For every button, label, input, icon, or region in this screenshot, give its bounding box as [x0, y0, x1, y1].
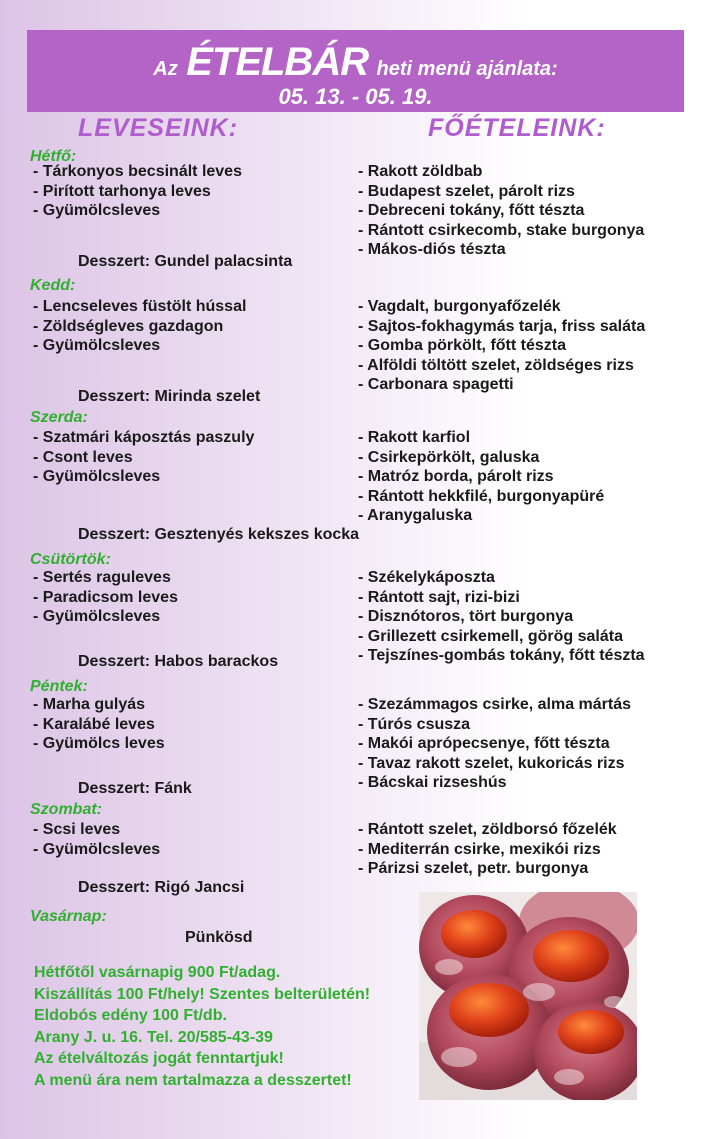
soup-item: - Lencseleves füstölt hússal: [33, 298, 247, 315]
soup-item: - Paradicsom leves: [33, 589, 178, 606]
soup-item: - Gyümölcsleves: [33, 841, 161, 858]
main-item: - Vagdalt, burgonyafőzelék: [358, 298, 561, 315]
soups-heading: LEVESEINK:: [78, 114, 239, 142]
main-item: - Sajtos-fokhagymás tarja, friss saláta: [358, 318, 646, 335]
soup-item: - Gyümölcsleves: [33, 202, 161, 219]
main-item: - Disznótoros, tört burgonya: [358, 608, 574, 625]
main-item: - Debreceni tokány, főtt tészta: [358, 202, 585, 219]
header-suffix: heti menü ajánlata:: [376, 58, 558, 80]
day-label-saturday: Szombat:: [30, 801, 102, 818]
soup-item: - Karalábé leves: [33, 716, 155, 733]
main-item: - Bácskai rizseshús: [358, 774, 507, 791]
main-item: - Tejszínes-gombás tokány, főtt tészta: [358, 647, 645, 664]
soup-item: - Szatmári káposztás paszuly: [33, 429, 255, 446]
soup-item: - Gyümölcs leves: [33, 735, 165, 752]
main-item: - Szezámmagos csirke, alma mártás: [358, 696, 632, 713]
soup-item: - Gyümölcsleves: [33, 337, 161, 354]
brand-name: ÉTELBÁR: [186, 40, 369, 84]
main-item: - Rántott hekkfilé, burgonyapüré: [358, 488, 605, 505]
soup-item: - Sertés raguleves: [33, 569, 171, 586]
main-item: - Mediterrán csirke, mexikói rizs: [358, 841, 601, 858]
soup-item: - Gyümölcsleves: [33, 608, 161, 625]
dessert-wednesday: Desszert: Gesztenyés kekszes kocka: [78, 526, 360, 543]
main-item: - Tavaz rakott szelet, kukoricás rizs: [358, 755, 625, 772]
day-label-wednesday: Szerda:: [30, 409, 88, 426]
day-label-sunday: Vasárnap:: [30, 908, 107, 925]
dessert-friday: Desszert: Fánk: [78, 780, 192, 797]
soup-item: - Gyümölcsleves: [33, 468, 161, 485]
soup-item: - Marha gulyás: [33, 696, 146, 713]
donut-photo: [419, 892, 637, 1100]
soup-item: - Tárkonyos becsinált leves: [33, 163, 242, 180]
mains-heading: FŐÉTELEINK:: [428, 114, 606, 142]
main-item: - Csirkepörkölt, galuska: [358, 449, 540, 466]
main-item: - Rántott szelet, zöldborsó főzelék: [358, 821, 617, 838]
main-item: - Gomba pörkölt, főtt tészta: [358, 337, 566, 354]
main-item: - Rakott zöldbab: [358, 163, 483, 180]
info-line-delivery: Kiszállítás 100 Ft/hely! Szentes belterületén!: [34, 985, 371, 1003]
main-item: - Matróz borda, párolt rizs: [358, 468, 554, 485]
main-item: - Budapest szelet, párolt rizs: [358, 183, 575, 200]
dessert-tuesday: Desszert: Mirinda szelet: [78, 388, 261, 405]
soup-item: - Scsi leves: [33, 821, 121, 838]
soup-item: - Csont leves: [33, 449, 133, 466]
day-label-monday: Hétfő:: [30, 148, 77, 165]
main-item: - Mákos-diós tészta: [358, 241, 506, 258]
main-item: - Carbonara spagetti: [358, 376, 514, 393]
main-item: - Székelykáposzta: [358, 569, 495, 586]
holiday-note: Pünkösd: [185, 929, 253, 946]
main-item: - Rakott karfiol: [358, 429, 471, 446]
info-line-address: Arany J. u. 16. Tel. 20/585-43-39: [34, 1028, 273, 1046]
header-banner: [27, 30, 684, 112]
main-item: - Rántott sajt, rizi-bizi: [358, 589, 520, 606]
main-item: - Rántott csirkecomb, stake burgonya: [358, 222, 645, 239]
main-item: - Túrós csusza: [358, 716, 471, 733]
main-item: - Alföldi töltött szelet, zöldséges rizs: [358, 357, 634, 374]
day-label-thursday: Csütörtök:: [30, 551, 111, 568]
soup-item: - Pirított tarhonya leves: [33, 183, 211, 200]
header-dates: 05. 13. - 05. 19.: [278, 84, 433, 109]
info-block: [34, 962, 370, 1091]
header-prefix: Az: [153, 58, 178, 80]
main-item: - Grillezett csirkemell, görög saláta: [358, 628, 623, 645]
dessert-monday: Desszert: Gundel palacsinta: [78, 253, 293, 270]
day-label-friday: Péntek:: [30, 678, 88, 695]
soup-item: - Zöldségleves gazdagon: [33, 318, 224, 335]
info-line-dessert-note: A menü ára nem tartalmazza a desszertet!: [34, 1071, 352, 1089]
main-item: - Párizsi szelet, petr. burgonya: [358, 860, 589, 877]
info-line-disclaimer: Az ételváltozás jogát fenntartjuk!: [34, 1050, 284, 1067]
dessert-thursday: Desszert: Habos barackos: [78, 653, 279, 670]
main-item: - Aranygaluska: [358, 507, 473, 524]
info-line-container: Eldobós edény 100 Ft/db.: [34, 1007, 227, 1024]
info-line-price: Hétfőtől vasárnapig 900 Ft/adag.: [34, 964, 281, 981]
main-item: - Makói aprópecsenye, főtt tészta: [358, 735, 610, 752]
day-label-tuesday: Kedd:: [30, 277, 76, 294]
header-title: [27, 40, 684, 85]
dessert-saturday: Desszert: Rigó Jancsi: [78, 879, 245, 896]
